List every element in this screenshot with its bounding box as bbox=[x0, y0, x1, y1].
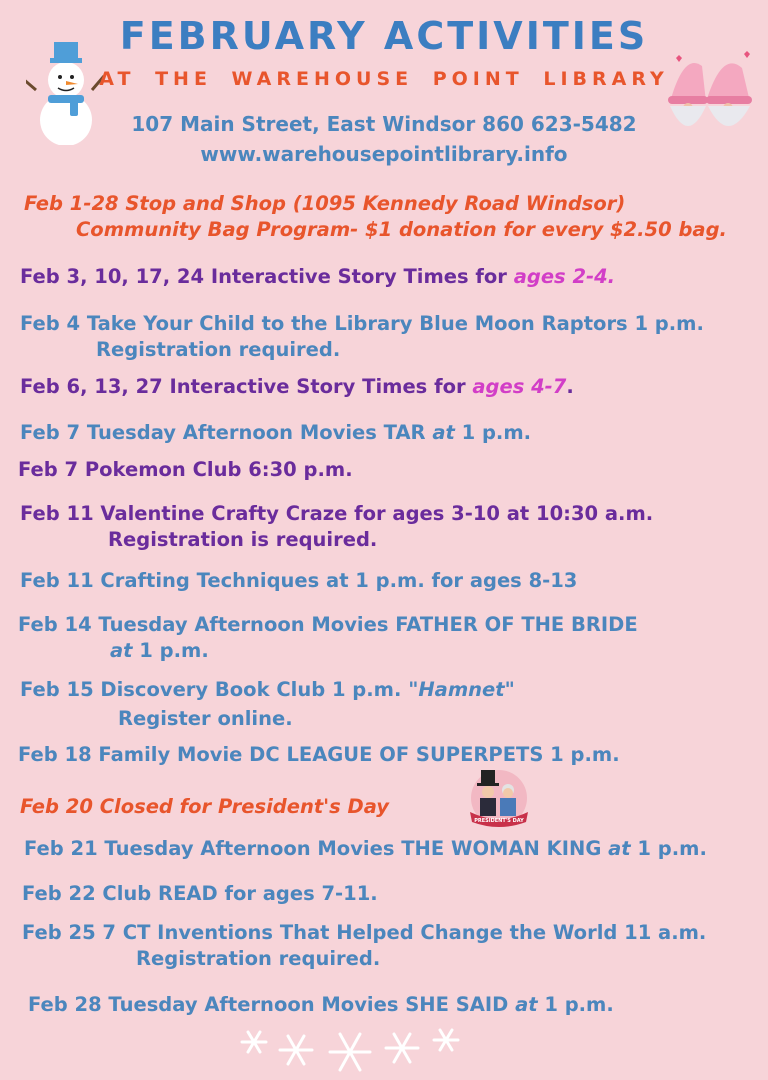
event-ct-inventions-line1: Feb 25 7 CT Inventions That Helped Change the World 11 a.m. bbox=[22, 921, 707, 944]
presidents-day-badge: PRESIDENT'S DAY bbox=[474, 818, 524, 824]
event-book-club-line2: Register online. bbox=[118, 707, 293, 730]
event-movies-tar: Feb 7 Tuesday Afternoon Movies TAR at 1 p.m. bbox=[20, 421, 532, 444]
event-movies-woman-king: Feb 21 Tuesday Afternoon Movies THE WOMAN KING at 1 p.m. bbox=[24, 837, 707, 860]
event-take-your-child-line1: Feb 4 Take Your Child to the Library Blue Moon Raptors 1 p.m. bbox=[20, 312, 704, 335]
event-take-your-child-line2: Registration required. bbox=[96, 338, 341, 361]
snowflakes-icon bbox=[236, 1024, 466, 1078]
event-movies-father-of-bride-line2: at 1 p.m. bbox=[110, 639, 209, 662]
library-address: 107 Main Street, East Windsor 860 623-5482 bbox=[131, 112, 637, 136]
library-website[interactable]: www.warehousepointlibrary.info bbox=[200, 142, 568, 166]
event-family-movie: Feb 18 Family Movie DC LEAGUE OF SUPERPETS 1 p.m. bbox=[18, 743, 620, 766]
event-pokemon-club: Feb 7 Pokemon Club 6:30 p.m. bbox=[18, 458, 353, 481]
event-story-times-2-4: Feb 3, 10, 17, 24 Interactive Story Times for ages 2-4. bbox=[20, 265, 616, 288]
event-stop-and-shop-line1: Feb 1-28 Stop and Shop (1095 Kennedy Road Windsor) bbox=[24, 192, 626, 215]
presidents-day-icon bbox=[466, 768, 532, 830]
page-subtitle: AT THE WAREHOUSE POINT LIBRARY bbox=[99, 68, 669, 90]
page-title: FEBRUARY ACTIVITIES bbox=[119, 14, 649, 58]
event-crafting-techniques: Feb 11 Crafting Techniques at 1 p.m. for ages 8-13 bbox=[20, 569, 578, 592]
event-ct-inventions-line2: Registration required. bbox=[136, 947, 381, 970]
event-club-read: Feb 22 Club READ for ages 7-11. bbox=[22, 882, 378, 905]
event-story-times-4-7: Feb 6, 13, 27 Interactive Story Times for ages 4-7. bbox=[20, 375, 574, 398]
event-closed-presidents-day: Feb 20 Closed for President's Day bbox=[20, 795, 389, 818]
event-valentine-craze-line2: Registration is required. bbox=[108, 528, 378, 551]
event-valentine-craze-line1: Feb 11 Valentine Crafty Craze for ages 3-10 at 10:30 a.m. bbox=[20, 502, 654, 525]
event-movies-she-said: Feb 28 Tuesday Afternoon Movies SHE SAID at 1 p.m. bbox=[28, 993, 614, 1016]
event-book-club-line1: Feb 15 Discovery Book Club 1 p.m. "Hamnet" bbox=[20, 678, 515, 701]
event-movies-father-of-bride-line1: Feb 14 Tuesday Afternoon Movies FATHER OF THE BRIDE bbox=[18, 613, 638, 636]
event-stop-and-shop-line2: Community Bag Program- $1 donation for every $2.50 bag. bbox=[76, 218, 727, 241]
